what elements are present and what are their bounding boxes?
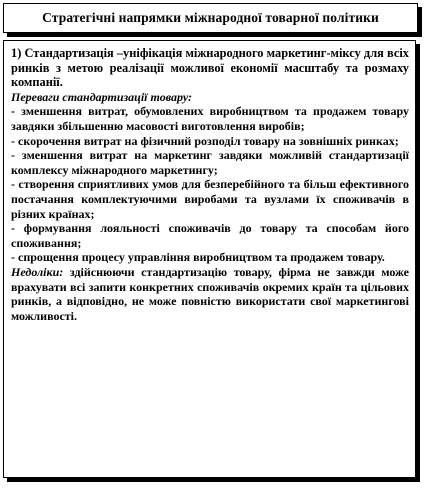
document-title: Стратегічні напрямки міжнародної товарної політики — [42, 10, 379, 25]
advantage-item: - скорочення витрат на фізичний розподіл товару на зовнішніх ринках; — [11, 133, 399, 148]
advantage-item: - формування лояльності споживачів до товару та способам його споживання; — [11, 221, 409, 250]
title-box — [3, 3, 418, 33]
advantages-label: Переваги стандартизації товару: — [11, 89, 192, 104]
advantage-item: - створення сприятливих умов для безперебійного та більш ефективного постачання комплектуючими виробами та вузлами їх споживачів в різних країнах; — [11, 177, 409, 221]
content-box — [3, 40, 416, 478]
disadvantages-label: Недоліки: — [11, 264, 64, 279]
advantage-item: - спрощення процесу управління виробництвом та продажем товару. — [11, 250, 385, 265]
disadvantages-text: здійснюючи стандартизацію товару, фірма не завжди може врахувати всі запити конкретних споживачів окремих країн та цільових ринків, а відповідно, не може повністю використати свої маркетингові можливості. — [11, 264, 409, 323]
standardization-definition: 1) Стандартизація –уніфікація міжнародного маркетинг-міксу для всіх ринків з метою реалізації можливої економії масштабу та розмаху компанії. — [11, 46, 409, 90]
advantage-item: - зменшення витрат, обумовлених виробництвом та продажем товару завдяки збільшенню масовості виготовлення виробів; — [11, 104, 409, 133]
advantage-item: - зменшення витрат на маркетинг завдяки можливій стандартизації комплексу міжнародного маркетингу; — [11, 148, 409, 177]
disadvantages-paragraph — [11, 265, 409, 323]
